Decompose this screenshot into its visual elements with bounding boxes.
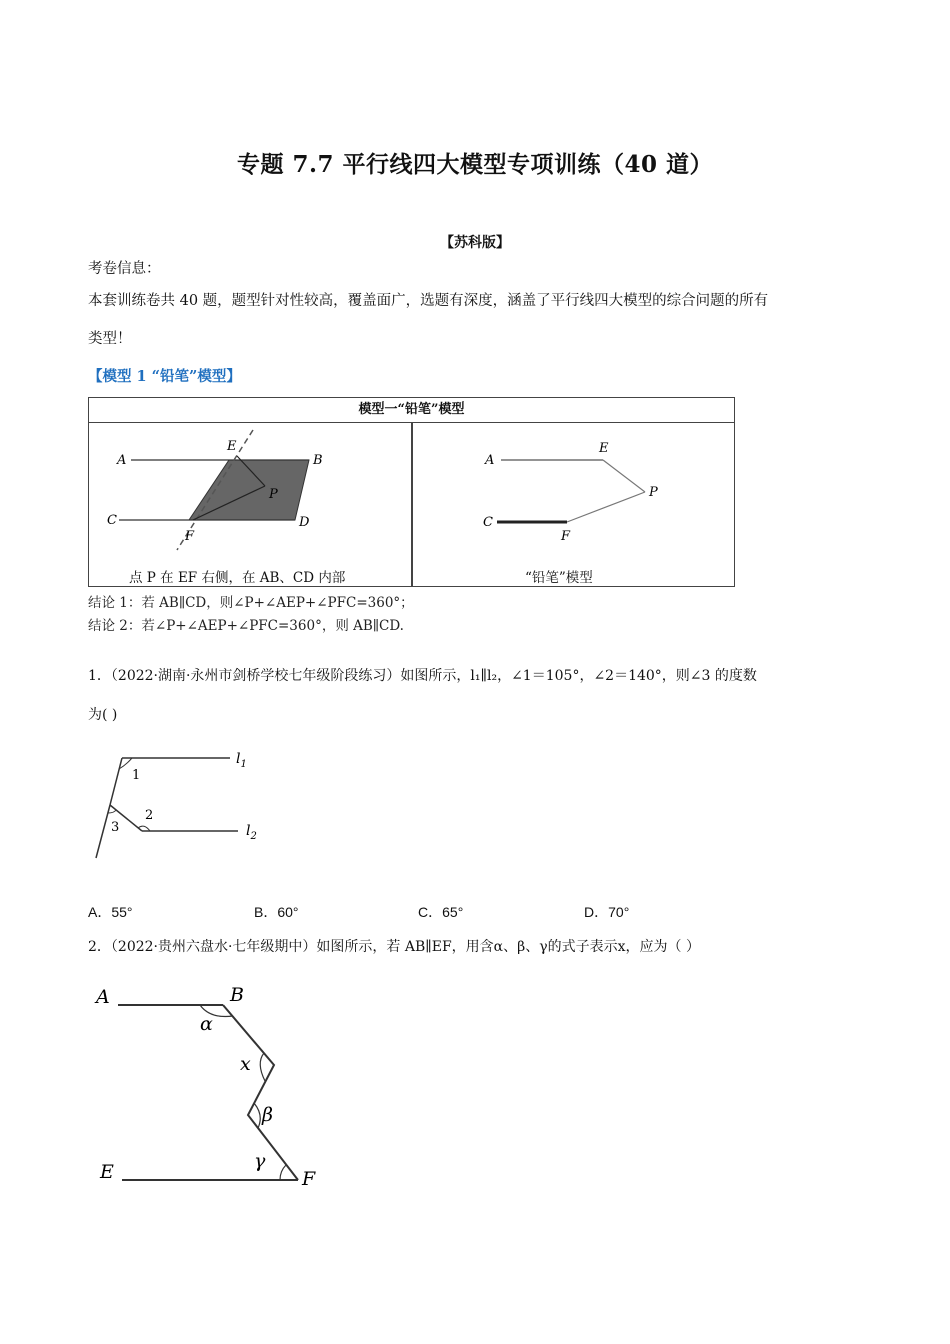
label-l1: $l_1$: [236, 751, 247, 770]
label-f-q2: F: [302, 1168, 316, 1190]
label-l2: $l_2$: [246, 823, 257, 842]
label-alpha: α: [200, 1013, 213, 1035]
label-a: A: [117, 453, 127, 468]
transversal-lower: [96, 805, 110, 858]
left-caption: 点 P 在 EF 右侧，在 AB、CD 内部: [129, 570, 346, 586]
label-p: P: [269, 487, 278, 502]
question-2-diagram: [88, 975, 338, 1195]
question-1-line-2: 为( ): [88, 707, 118, 723]
label-f: F: [185, 529, 195, 544]
pencil-model-left-diagram: [89, 422, 411, 562]
question-2-line-1: 2．（2022·贵州六盘水·七年级期中）如图所示，若 AB∥EF，用含α、β、γ的式子表示x，应为（ ）: [88, 939, 700, 955]
transversal-upper: [110, 758, 122, 805]
label-b-q2: B: [230, 984, 244, 1006]
intro-line-1: 本套训练卷共 40 题，题型针对性较高，覆盖面广，选题有深度，涵盖了平行线四大模型的综合问题的所有: [88, 293, 769, 309]
label-e-right: E: [599, 441, 609, 456]
angle-arc-x: [260, 1053, 265, 1081]
exam-info-label: 考卷信息：: [88, 261, 161, 277]
option-c[interactable]: C．65°: [418, 904, 464, 920]
label-a-right: A: [485, 453, 495, 468]
label-c: C: [107, 513, 117, 528]
label-e: E: [227, 439, 237, 454]
conclusion-2: 结论 2：若∠P+∠AEP+∠PFC=360°，则 AB∥CD.: [88, 618, 404, 634]
option-a[interactable]: A．55°: [88, 904, 133, 920]
option-d[interactable]: D．70°: [584, 904, 630, 920]
label-beta: β: [262, 1104, 273, 1126]
page-title: 专题 7.7 平行线四大模型专项训练（40 道）: [236, 151, 714, 178]
label-e-q2: E: [100, 1161, 114, 1183]
conclusion-1: 结论 1：若 AB∥CD，则∠P+∠AEP+∠PFC=360°；: [88, 595, 414, 611]
figure-box-header: 模型一“铅笔”模型: [89, 398, 734, 423]
edition-label: 【苏科版】: [440, 235, 510, 251]
label-a-q2: A: [96, 986, 110, 1008]
label-gamma: γ: [254, 1150, 266, 1172]
label-angle-2: 2: [145, 808, 154, 823]
label-angle-1: 1: [132, 768, 141, 783]
intro-line-2: 类型！: [88, 331, 132, 347]
question-1-line-1: 1．（2022·湖南·永州市剑桥学校七年级阶段练习）如图所示，l₁∥l₂，∠1＝105°，∠2＝140°，则∠3 的度数: [88, 668, 757, 684]
label-x: x: [240, 1053, 251, 1075]
segment-pf-right: [567, 492, 645, 522]
label-angle-3: 3: [111, 820, 120, 835]
right-caption: “铅笔”模型: [525, 570, 593, 586]
option-b[interactable]: B．60°: [254, 904, 299, 920]
label-d: D: [299, 515, 310, 530]
label-f-right: F: [561, 529, 571, 544]
question-1-diagram: [88, 745, 278, 865]
model-1-heading: 【模型 1 “铅笔”模型】: [88, 368, 241, 385]
angle-arc-gamma: [280, 1165, 286, 1180]
model-1-figure-box: [88, 397, 735, 587]
segment-ep-right: [603, 460, 645, 492]
label-c-right: C: [483, 515, 493, 530]
label-b: B: [313, 453, 323, 468]
pencil-model-right-diagram: [413, 422, 733, 562]
label-p-right: P: [649, 485, 658, 500]
